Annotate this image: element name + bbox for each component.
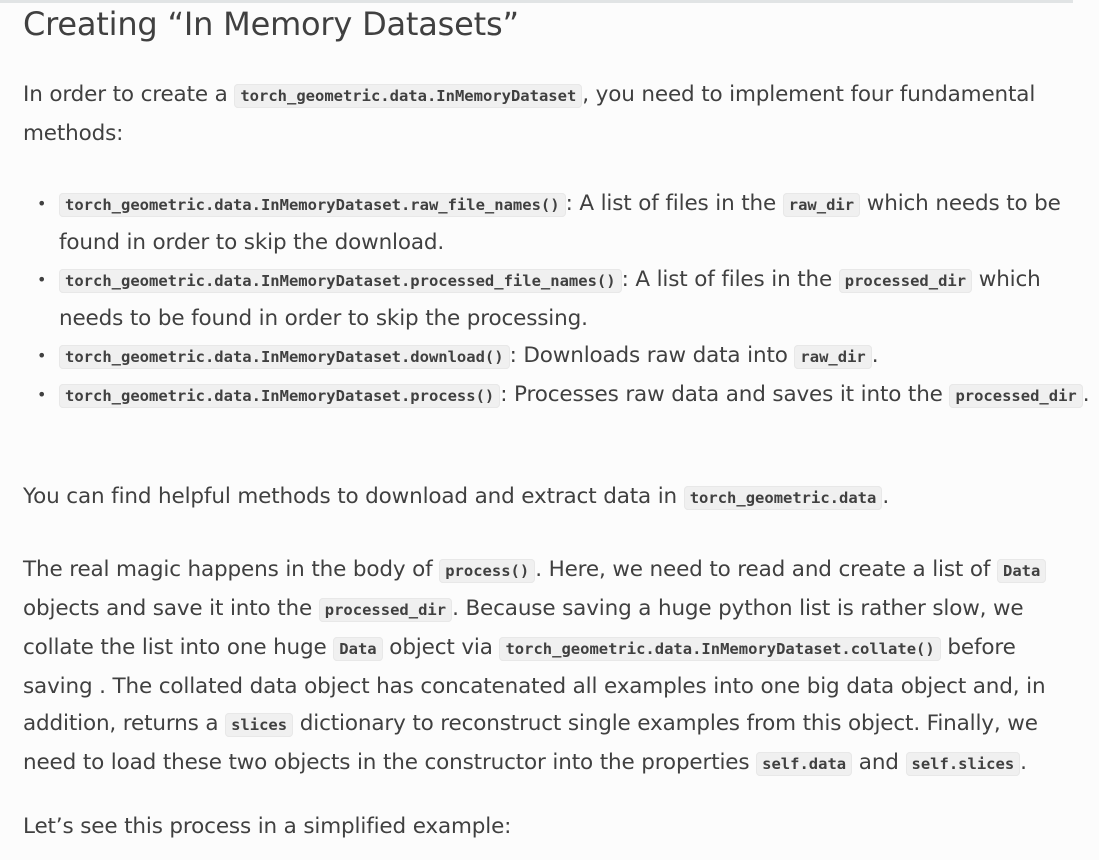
helpful-text-before: You can find helpful methods to download and extract data in xyxy=(23,484,684,509)
magic-paragraph xyxy=(23,551,1063,783)
method-text: which needs to be found in order to skip the processing. xyxy=(59,267,1041,331)
inline-code: raw_dir xyxy=(794,345,871,369)
magic-text: . xyxy=(1020,750,1027,775)
magic-text: The real magic happens in the body of xyxy=(23,557,440,582)
inline-code: raw_dir xyxy=(783,193,860,217)
method-code: torch_geometric.data.InMemoryDataset.process() xyxy=(59,384,500,408)
closing-paragraph: Let’s see this process in a simplified example: xyxy=(23,814,512,839)
method-code: torch_geometric.data.InMemoryDataset.raw_file_names() xyxy=(59,193,566,217)
method-text: : A list of files in the xyxy=(621,267,839,292)
inline-code: self.data xyxy=(756,752,852,776)
magic-text: object via xyxy=(382,635,500,660)
section-heading: Creating “In Memory Datasets” xyxy=(23,5,519,43)
inline-code: processed_dir xyxy=(839,269,972,293)
method-text: : A list of files in the xyxy=(565,191,783,216)
method-text: . xyxy=(1082,382,1090,407)
inline-code: Data xyxy=(333,637,382,661)
inline-code: slices xyxy=(225,713,293,737)
bullet-icon: • xyxy=(37,194,47,213)
inline-code: torch_geometric.data xyxy=(684,486,883,510)
list-item xyxy=(37,337,1099,376)
inline-code: processed_dir xyxy=(319,598,452,622)
list-item xyxy=(37,185,1099,261)
magic-text: before saving . The collated data object has concatenated all examples into one big data object and, in addition, returns a xyxy=(23,635,1046,736)
helpful-paragraph xyxy=(23,478,1063,517)
list-item xyxy=(37,261,1099,337)
magic-text: dictionary to reconstruct single examples from this object. Finally, we need to load these two objects in the constructor into the properties xyxy=(23,711,1038,775)
inline-code: self.slices xyxy=(906,752,1021,776)
inmemorydataset-code: torch_geometric.data.InMemoryDataset xyxy=(234,84,582,108)
method-code: torch_geometric.data.InMemoryDataset.download() xyxy=(59,345,510,369)
magic-text: . Because saving a huge python list is rather slow, we collate the list into one huge xyxy=(23,596,1024,660)
intro-paragraph xyxy=(23,76,1063,152)
magic-text: . Here, we need to read and create a list of xyxy=(535,557,998,582)
method-list xyxy=(23,185,1099,415)
method-text: : Downloads raw data into xyxy=(509,343,795,368)
intro-text-before: In order to create a xyxy=(23,82,235,107)
bullet-icon: • xyxy=(37,346,47,365)
method-code: torch_geometric.data.InMemoryDataset.processed_file_names() xyxy=(59,269,622,293)
bullet-icon: • xyxy=(37,270,47,289)
method-text: . xyxy=(871,343,879,368)
inline-code: Data xyxy=(997,559,1046,583)
method-text: which needs to be found in order to skip the download. xyxy=(59,191,1061,255)
magic-text: and xyxy=(852,750,906,775)
intro-text-after: , you need to implement four fundamental methods: xyxy=(23,82,1036,146)
helpful-text-after: . xyxy=(882,484,890,509)
inline-code: torch_geometric.data.InMemoryDataset.collate() xyxy=(499,637,940,661)
inline-code: processed_dir xyxy=(949,384,1082,408)
bullet-icon: • xyxy=(37,385,47,404)
inline-code: process() xyxy=(439,559,535,583)
method-text: : Processes raw data and saves it into the xyxy=(500,382,950,407)
top-border xyxy=(0,0,1073,3)
list-item xyxy=(37,376,1099,415)
magic-text: objects and save it into the xyxy=(23,596,319,621)
